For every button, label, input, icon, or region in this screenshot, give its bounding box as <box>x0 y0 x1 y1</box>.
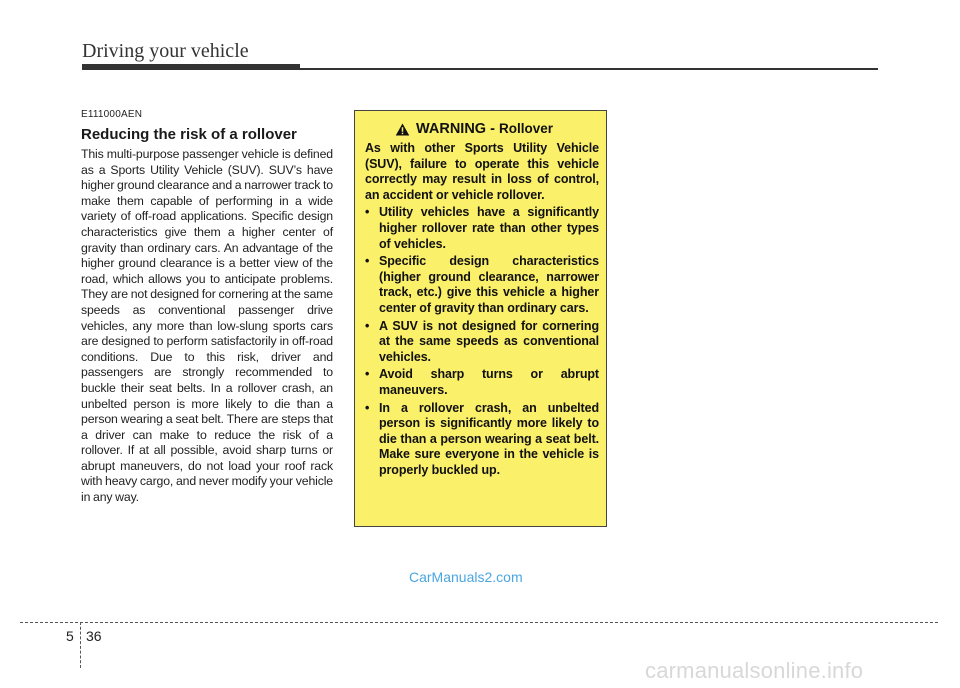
warning-box <box>354 110 607 527</box>
warning-triangle-icon <box>395 122 410 137</box>
page-header-title: Driving your vehicle <box>82 40 249 62</box>
bullet-icon: • <box>365 318 370 333</box>
section-content <box>81 109 333 506</box>
site-watermark: carmanualsonline.info <box>645 658 864 683</box>
warning-list-item <box>365 367 599 398</box>
page-chapter-number: 5 <box>66 628 74 644</box>
warning-item-text: A SUV is not designed for cornering at the same speeds as conventional vehicles. <box>379 318 599 364</box>
warning-list <box>365 205 599 478</box>
warning-list-item <box>365 254 599 316</box>
footer-vertical-divider <box>80 622 81 668</box>
bullet-icon: • <box>365 205 370 220</box>
bullet-icon: • <box>365 400 370 415</box>
warning-item-text: Specific design characteristics (higher ground clearance, narrower track, etc.) give this vehicle a higher center of gravity than ordinary cars. <box>379 254 599 315</box>
warning-item-text: Avoid sharp turns or abrupt maneuvers. <box>379 367 599 397</box>
warning-list-item <box>365 205 599 252</box>
section-body-text: This multi-purpose passenger vehicle is defined as a Sports Utility Vehicle (SUV). SUV’s have higher ground clearance and a narrower track to make them capable of performing in a wide variety of off-road applications. Specific design characteristics give them a higher center of gravity than ordinary cars. An advantage of the higher ground clearance is a better view of the road, which allows you to anticipate problems. They are not designed for cornering at the same speeds as conventional passenger drive vehicles, any more than low-slung sports cars are designed to perform satisfactorily in off-road conditions. Due to this risk, driver and passengers are strongly recommended to buckle their seat belts. In a rollover crash, an unbelted person is more likely to die than a person wearing a seat belt. There are steps that a driver can make to reduce the risk of a rollover. If at all possible, avoid sharp turns or abrupt maneuvers, do not load your roof rack with heavy cargo, and never modify your vehicle in any way. <box>81 147 333 505</box>
warning-item-text: In a rollover crash, an unbelted person is significantly more likely to die than a person wearing a seat belt. Make sure everyone in the vehicle is properly buckled up. <box>379 400 599 477</box>
warning-title <box>416 121 553 137</box>
page-number: 36 <box>86 628 102 644</box>
warning-item-text: Utility vehicles have a significantly higher rollover rate than other types of vehicles. <box>379 205 599 251</box>
section-code: E111000AEN <box>81 109 143 120</box>
warning-list-item <box>365 319 599 366</box>
footer-divider <box>20 622 938 623</box>
warning-list-item <box>365 401 599 479</box>
warning-title-label: WARNING - <box>416 121 499 137</box>
header-rule <box>82 68 878 70</box>
warning-subtitle: Rollover <box>498 121 553 136</box>
bullet-icon: • <box>365 367 370 382</box>
bullet-icon: • <box>365 254 370 269</box>
warning-intro: As with other Sports Utility Vehicle (SUV), failure to operate this vehicle correctly may result in loss of control, an accident or vehicle rollover. <box>365 141 599 202</box>
carmanuals-watermark-link[interactable]: CarManuals2.com <box>409 569 523 585</box>
section-heading: Reducing the risk of a rollover <box>81 126 297 143</box>
warning-header <box>395 121 599 137</box>
